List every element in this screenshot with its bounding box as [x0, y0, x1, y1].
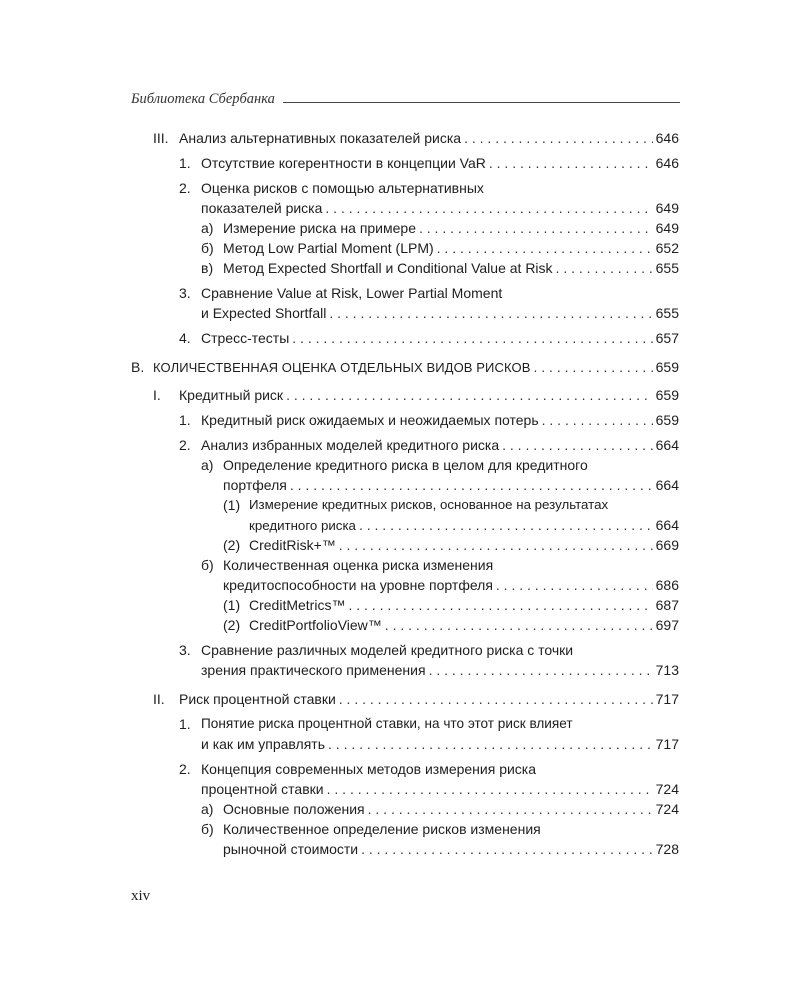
toc-entry-number: III.	[153, 130, 169, 146]
toc-page-number: 669	[655, 537, 679, 553]
toc-entry-number: 2.	[179, 180, 191, 196]
toc-entry	[201, 238, 679, 258]
toc-entry-number: 3.	[179, 285, 191, 301]
toc-entry	[179, 640, 679, 680]
toc-entry-title: Количественная оценка риска изменения	[223, 557, 494, 573]
toc-entry	[153, 385, 679, 405]
toc-entry-number: а)	[201, 801, 214, 817]
toc-entry-number: (2)	[223, 617, 241, 633]
toc-entry	[179, 178, 679, 218]
toc-entry-number: (2)	[223, 537, 241, 553]
toc-entry	[153, 128, 679, 148]
toc-entry	[179, 435, 679, 455]
toc-page-number: 713	[655, 662, 679, 678]
toc-page-number: 655	[655, 260, 679, 276]
leader-dots	[290, 475, 653, 495]
leader-dots	[556, 258, 653, 278]
toc-entry-title: Сравнение различных моделей кредитного риска с точки	[201, 642, 574, 658]
toc-page-number: 724	[655, 781, 679, 797]
toc-entry-title: Метод Low Partial Moment (LPM)	[223, 240, 434, 256]
toc-entry-title: Измерение кредитных рисков, основанное на результатах	[249, 497, 609, 512]
toc-entry	[223, 595, 679, 615]
toc-entry-title-cont: процентной ставки	[201, 781, 324, 797]
toc-page-number: 728	[655, 841, 679, 857]
toc-entry-number: 4.	[179, 330, 191, 346]
toc-page-number: 646	[655, 155, 679, 171]
toc-entry-number: 1.	[179, 716, 191, 732]
toc-entry-number: 1.	[179, 412, 191, 428]
toc-entry-title: Количественное определение рисков изменения	[223, 821, 541, 837]
toc-entry-title: Анализ альтернативных показателей риска	[179, 130, 462, 146]
toc-entry-title: Измерение риска на примере	[223, 220, 416, 236]
toc-page-number: 659	[655, 359, 679, 375]
toc-entry-title: Основные положения	[223, 801, 365, 817]
toc-entry-number: б)	[201, 557, 214, 573]
leader-dots	[496, 575, 653, 595]
toc-page-number: 697	[655, 617, 679, 633]
toc-entry	[179, 759, 679, 799]
toc-page-number: 657	[655, 330, 679, 346]
toc-entry-title: CreditMetrics™	[249, 597, 346, 613]
toc-entry-title: CreditRisk+™	[249, 537, 336, 553]
toc-entry-number: 2.	[179, 761, 191, 777]
running-header-title: Библиотека Сбербанка	[131, 91, 275, 107]
leader-dots	[464, 128, 653, 148]
toc-page-number: 717	[655, 691, 679, 707]
leader-dots	[542, 410, 653, 430]
leader-dots	[286, 385, 653, 405]
toc-entry	[201, 819, 679, 859]
toc-entry-title: Кредитный риск ожидаемых и неожидаемых потерь	[201, 412, 539, 428]
toc-entry-number: (1)	[223, 497, 241, 513]
toc-entry	[223, 615, 679, 635]
leader-dots	[385, 615, 653, 635]
toc-entry-number: а)	[201, 457, 214, 473]
toc-entry-number: 2.	[179, 437, 191, 453]
toc-entry-title: Понятие риска процентной ставки, на что этот риск влияет	[201, 716, 573, 731]
leader-dots	[327, 779, 653, 799]
toc-entry-title: Отсутствие когерентности в концепции VaR	[201, 155, 486, 171]
leader-dots	[489, 153, 653, 173]
toc-section-title: КОЛИЧЕСТВЕННАЯ ОЦЕНКА ОТДЕЛЬНЫХ ВИДОВ РИСКОВ	[153, 360, 531, 375]
toc-entry-title: Концепция современных методов измерения риска	[201, 761, 537, 777]
leader-dots	[502, 435, 653, 455]
toc-entry-title: Анализ избранных моделей кредитного риска	[201, 437, 500, 453]
toc-entry	[201, 799, 679, 819]
toc-entry	[201, 555, 679, 595]
toc-entry-title-cont: показателей риска	[201, 200, 323, 216]
toc-entry-title: Оценка рисков с помощью альтернативных	[201, 180, 484, 196]
toc-entry	[201, 455, 679, 495]
toc-entry-number: 3.	[179, 642, 191, 658]
leader-dots	[328, 734, 653, 754]
toc-entry	[179, 153, 679, 173]
toc-page-number: 664	[655, 477, 679, 493]
leader-dots	[348, 595, 652, 615]
toc-page-number: 659	[655, 412, 679, 428]
toc-page-number: 646	[655, 130, 679, 146]
toc-entry-title-cont: кредитного риска	[249, 518, 356, 533]
leader-dots	[329, 303, 652, 323]
toc-page-number: 664	[655, 437, 679, 453]
toc-page-number: 649	[655, 200, 679, 216]
toc-entry-number: (1)	[223, 597, 241, 613]
toc-page-number: 659	[655, 387, 679, 403]
toc-entry-title: CreditPortfolioView™	[249, 617, 382, 633]
toc-page-number: 687	[655, 597, 679, 613]
toc-entry-number: I.	[153, 387, 161, 403]
toc-entry-title-cont: и как им управлять	[201, 736, 326, 752]
leader-dots	[429, 660, 653, 680]
toc-entry-title: Кредитный риск	[179, 387, 284, 403]
leader-dots	[359, 515, 653, 535]
toc-entry-number: 1.	[179, 155, 191, 171]
leader-dots	[419, 218, 653, 238]
toc-entry	[153, 689, 679, 709]
leader-dots	[361, 839, 653, 859]
toc-page-number: 686	[655, 577, 679, 593]
toc-page-number: 664	[655, 517, 679, 533]
leader-dots	[368, 799, 653, 819]
toc-entry-title: Метод Expected Shortfall и Conditional Value at Risk	[223, 260, 553, 276]
toc-entry-title-cont: рыночной стоимости	[223, 841, 359, 857]
leader-dots	[325, 198, 652, 218]
toc-entry-title-cont: кредитоспособности на уровне портфеля	[223, 577, 493, 593]
leader-dots	[437, 238, 653, 258]
toc-page-number: 649	[655, 220, 679, 236]
toc-entry	[201, 218, 679, 238]
toc-entry-number: В.	[131, 359, 145, 375]
toc-entry-number: II.	[153, 691, 165, 707]
toc-entry-number: б)	[201, 240, 214, 256]
toc-entry	[223, 535, 679, 555]
toc-entry-title-cont: портфеля	[223, 477, 287, 493]
toc-entry-title: Сравнение Value at Risk, Lower Partial Moment	[201, 285, 503, 301]
toc-entry	[223, 495, 679, 535]
leader-dots	[534, 357, 653, 377]
toc-entry	[179, 410, 679, 430]
toc-page-number: 652	[655, 240, 679, 256]
toc-entry-title-cont: зрения практического применения	[201, 662, 426, 678]
toc-entry	[179, 328, 679, 348]
toc-entry-title-cont: и Expected Shortfall	[201, 305, 327, 321]
leader-dots	[292, 328, 652, 348]
toc-entry-number: а)	[201, 220, 214, 236]
toc-page-number: 655	[655, 305, 679, 321]
toc-page-number: 717	[655, 736, 679, 752]
leader-dots	[339, 689, 653, 709]
toc-entry-title: Стресс-тесты	[201, 330, 290, 346]
toc-entry-title: Определение кредитного риска в целом для кредитного	[223, 457, 588, 473]
toc-entry-number: в)	[201, 260, 214, 276]
toc-entry	[201, 258, 679, 278]
toc-entry-title: Риск процентной ставки	[179, 691, 336, 707]
toc-entry	[179, 283, 679, 323]
toc-entry	[179, 714, 679, 754]
page-number-footer: xiv	[131, 888, 151, 904]
toc-page-number: 724	[655, 801, 679, 817]
toc-entry	[131, 357, 679, 377]
toc-entry-number: б)	[201, 821, 214, 837]
leader-dots	[339, 535, 653, 555]
